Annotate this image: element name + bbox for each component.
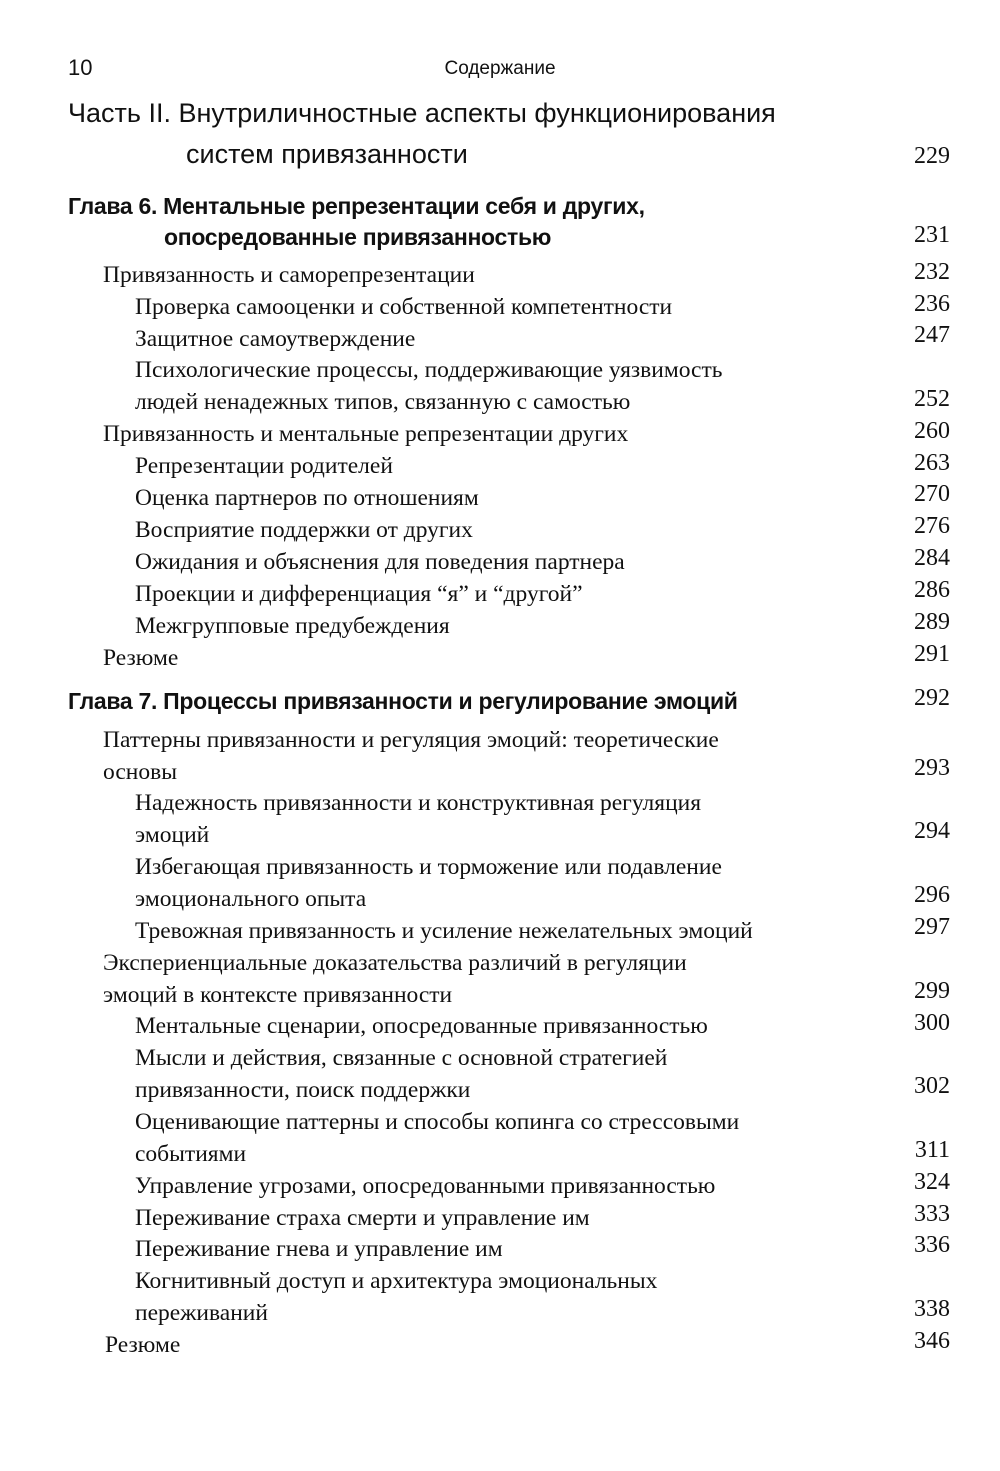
toc-entry-page: 260 xyxy=(914,418,950,444)
toc-entry-page: 289 xyxy=(914,609,950,635)
running-title: Содержание xyxy=(444,58,556,79)
toc-entry: Надежность привязанности и конструктивная регуляция xyxy=(135,790,702,816)
toc-entry: Привязанность и ментальные репрезентации других xyxy=(103,421,629,447)
toc-entry: Переживание гнева и управление им xyxy=(135,1236,503,1262)
toc-entry-page: 299 xyxy=(914,978,950,1004)
toc-entry: Восприятие поддержки от других xyxy=(135,517,473,543)
toc-entry-page: 232 xyxy=(914,259,950,285)
toc-entry: переживаний xyxy=(135,1300,268,1326)
toc-entry-page: 293 xyxy=(914,755,950,781)
page-number: 10 xyxy=(68,55,93,80)
toc-entry-page: 336 xyxy=(914,1232,950,1258)
toc-entry-page: 297 xyxy=(914,914,950,940)
chapter-7-page: 292 xyxy=(914,685,950,711)
toc-entry: Проекции и дифференциация “я” и “другой” xyxy=(135,581,583,607)
toc-entry: Межгрупповые предубеждения xyxy=(135,613,450,639)
chapter-7-title: Глава 7. Процессы привязанности и регулирование эмоций xyxy=(68,688,738,714)
toc-entry: привязанности, поиск поддержки xyxy=(135,1077,471,1103)
toc-entry-page: 252 xyxy=(914,386,950,412)
toc-entry: Защитное самоутверждение xyxy=(135,326,416,352)
toc-entry: Ментальные сценарии, опосредованные привязанностью xyxy=(135,1013,708,1039)
toc-entry: Резюме xyxy=(105,1332,181,1358)
toc-entry: Репрезентации родителей xyxy=(135,453,393,479)
toc-entry: Паттерны привязанности и регуляция эмоций: теоретические xyxy=(103,727,719,753)
toc-entry: Мысли и действия, связанные с основной стратегией xyxy=(135,1045,668,1071)
chapter-6-title-line1: Глава 6. Ментальные репрезентации себя и других, xyxy=(68,193,645,219)
toc-entry-page: 296 xyxy=(914,882,950,908)
toc-entry: Ожидания и объяснения для поведения партнера xyxy=(135,549,625,575)
toc-entry: событиями xyxy=(135,1141,247,1167)
toc-entry: Привязанность и саморепрезентации xyxy=(103,262,475,288)
toc-entry: Управление угрозами, опосредованными привязанностью xyxy=(135,1173,716,1199)
toc-entry-page: 236 xyxy=(914,291,950,317)
toc-entry: Избегающая привязанность и торможение или подавление xyxy=(135,854,722,880)
toc-entry: эмоционального опыта xyxy=(135,886,367,912)
toc-entry: эмоций xyxy=(135,822,210,848)
toc-entry-page: 294 xyxy=(914,818,950,844)
toc-entry-page: 311 xyxy=(914,1137,950,1163)
toc-entry-page: 284 xyxy=(914,545,950,571)
toc-entry: Проверка самооценки и собственной компетентности xyxy=(135,294,673,320)
part-title-line1: Часть II. Внутриличностные аспекты функционирования xyxy=(68,98,776,128)
toc-entry: людей ненадежных типов, связанную с самостью xyxy=(135,389,631,415)
toc-entry-page: 302 xyxy=(914,1073,950,1099)
part-page: 229 xyxy=(914,143,950,169)
toc-entry-page: 338 xyxy=(914,1296,950,1322)
toc-entry: Тревожная привязанность и усиление нежелательных эмоций xyxy=(135,918,753,944)
toc-entry: Оценка партнеров по отношениям xyxy=(135,485,479,511)
toc-entry: Переживание страха смерти и управление им xyxy=(135,1205,590,1231)
toc-entry: эмоций в контексте привязанности xyxy=(103,982,453,1008)
part-title-line2: систем привязанности xyxy=(186,139,468,169)
toc-entry: Психологические процессы, поддерживающие уязвимость xyxy=(135,357,723,383)
toc-entry-page: 276 xyxy=(914,513,950,539)
chapter-6-title-line2: опосредованные привязанностью xyxy=(164,224,552,250)
toc-entry: Оценивающие паттерны и способы копинга со стрессовыми xyxy=(135,1109,740,1135)
chapter-6-page: 231 xyxy=(914,222,950,248)
toc-entry: Когнитивный доступ и архитектура эмоциональных xyxy=(135,1268,658,1294)
toc-entry-page: 270 xyxy=(914,481,950,507)
toc-entry-page: 263 xyxy=(914,450,950,476)
toc-entry-page: 291 xyxy=(914,641,950,667)
toc-entry-page: 300 xyxy=(914,1010,950,1036)
toc-entry-page: 324 xyxy=(914,1169,950,1195)
toc-entry: Резюме xyxy=(103,645,179,671)
toc-entry: основы xyxy=(103,759,177,785)
toc-entry-page: 247 xyxy=(914,322,950,348)
toc-entry-page: 286 xyxy=(914,577,950,603)
toc-entry: Экспериенциальные доказательства различий в регуляции xyxy=(103,950,687,976)
toc-entry-page: 346 xyxy=(914,1328,950,1354)
toc-entry-page: 333 xyxy=(914,1201,950,1227)
